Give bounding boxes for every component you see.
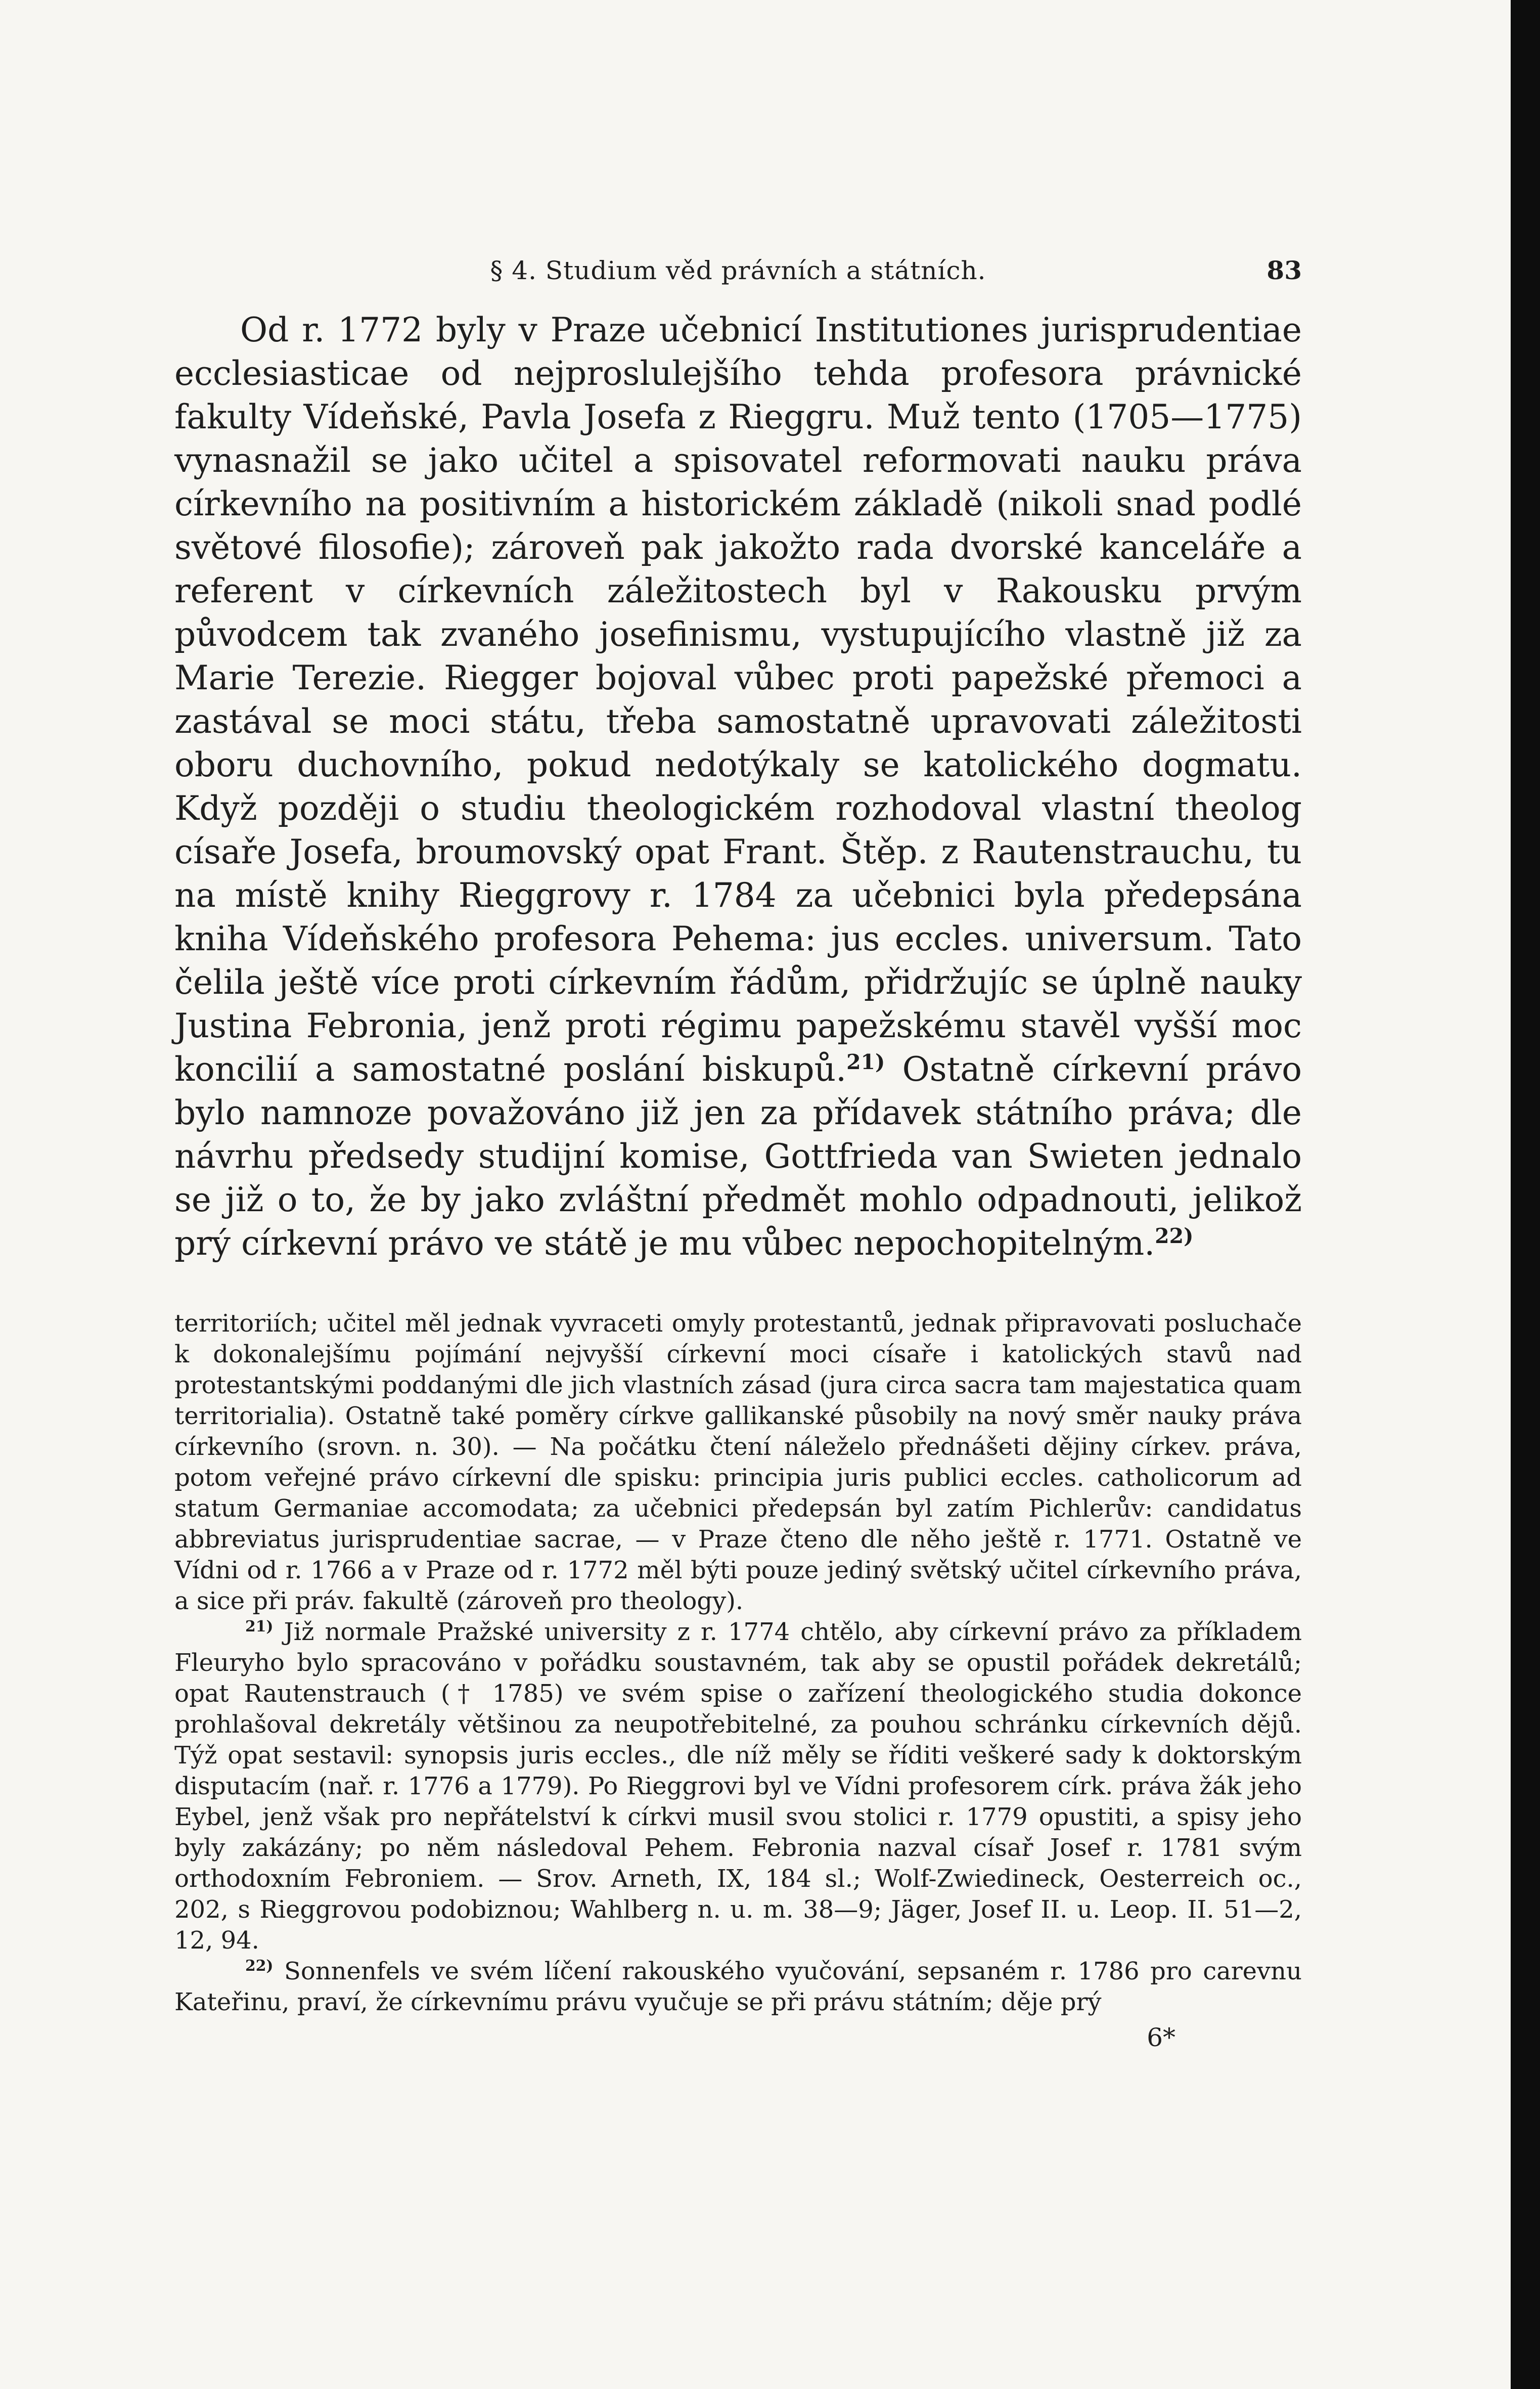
footnote-21 [174,1617,1302,1956]
footnote-22-mark: 22) [245,1957,274,1975]
footnote-22-text: Sonnenfels ve svém líčení rakouského vyučování, sepsaném r. 1786 pro carevnu Kateřinu, praví, že církevnímu právu vyučuje se při právu státním; děje prý [174,1957,1302,2016]
signature-mark: 6* [1147,2023,1175,2052]
footnote-ref-22: 22) [1155,1224,1194,1248]
footnote-ref-21: 21) [846,1050,885,1074]
main-paragraph [174,308,1302,1265]
book-page [174,253,1302,2055]
section-title: § 4. Studium věd právních a státních. [490,256,986,285]
footnotes [174,1308,1302,2018]
main-text-part-2: Ostatně církevní právo bylo namnoze považováno již jen za přídavek státního práva; dle návrhu předsedy studijní komise, Gottfrieda van Swieten jednalo se již o to, že by jako zvláštní předmět mohlo odpadnouti, jelikož prý církevní právo ve státě je mu vůbec nepochopitelným. [174,1050,1302,1263]
main-text-part-1: Od r. 1772 byly v Praze učebnicí Institutiones jurisprudentiae ecclesiasticae od nejproslulejšího tehda profesora právnické fakulty Vídeňské, Pavla Josefa z Rieggru. Muž tento (1705—1775) vynasnažil se jako učitel a spisovatel reformovati nauku práva církevního na positivním a historickém základě (nikoli snad podlé světové filosofie); zároveň pak jakožto rada dvorské kanceláře a referent v církevních záležitostech byl v Rakousku prvým původcem tak zvaného josefinismu, vystupujícího vlastně již za Marie Terezie. Riegger bojoval vůbec proti papežské přemoci a zastával se moci státu, třeba samostatně upravovati záležitosti oboru duchovního, pokud nedotýkaly se katolického dogmatu. Když později o studiu theologickém rozhodoval vlastní theolog císaře Josefa, broumovský opat Frant. Štěp. z Rautenstrauchu, tu na místě knihy Rieggrovy r. 1784 za učebnici byla předepsána kniha Vídeňského profesora Pehema: jus eccles. universum. Tato čelila ještě více proti církevním řádům, přidržujíc se úplně nauky Justina Febronia, jenž proti régimu papežskému stavěl vyšší moc koncilií a samostatné poslání biskupů. [174,311,1302,1089]
footnote-22 [174,1956,1302,2018]
page-number: 83 [1266,255,1302,285]
running-head [174,253,1302,288]
footnote-21-text: Již normale Pražské university z r. 1774 chtělo, aby církevní právo za příkladem Fleuryho bylo spracováno v pořádku soustavném, tak aby se opustil pořádek dekretálů; opat Rautenstrauch († 1785) ve svém spise o zařízení theologického studia dokonce prohlašoval dekretály většinou za neupotřebitelné, za pouhou schránku církevních dějů. Týž opat sestavil: synopsis juris eccles., dle níž měly se říditi veškeré sady k doktorským disputacím (nař. r. 1776 a 1779). Po Rieggrovi byl ve Vídni profesorem círk. práva žák jeho Eybel, jenž však pro nepřátelství k církvi musil svou stolici r. 1779 opustiti, a spisy jeho byly zakázány; po něm následoval Pehem. Febronia nazval císař Josef r. 1781 svým orthodoxním Febroniem. — Srov. Arneth, IX, 184 sl.; Wolf-Zwiedineck, Oesterreich oc., 202, s Rieggrovou podobiznou; Wahlberg n. u. m. 38—9; Jäger, Josef II. u. Leop. II. 51—2, 12, 94. [174,1618,1302,1955]
scan-edge-bar [1511,0,1540,2389]
footnote-21-mark: 21) [245,1618,274,1635]
footnote-continued: territoriích; učitel měl jednak vyvraceti omyly protestantů, jednak připravovati posluchače k dokonalejšímu pojímání nejvyšší církevní moci císaře i katolických stavů nad protestantskými poddanými dle jich vlastních zásad (jura circa sacra tam majestatica quam territorialia). Ostatně také poměry církve gallikanské působily na nový směr nauky práva církevního (srovn. n. 30). — Na počátku čtení náleželo přednášeti dějiny církev. práva, potom veřejné právo církevní dle spisku: principia juris publici eccles. catholicorum ad statum Germaniae accomodata; za učebnici předepsán byl zatím Pichlerův: candidatus abbreviatus jurisprudentiae sacrae, — v Praze čteno dle něho ještě r. 1771. Ostatně ve Vídni od r. 1766 a v Praze od r. 1772 měl býti pouze jediný světský učitel církevního práva, a sice při práv. fakultě (zároveň pro theology). [174,1309,1302,1615]
